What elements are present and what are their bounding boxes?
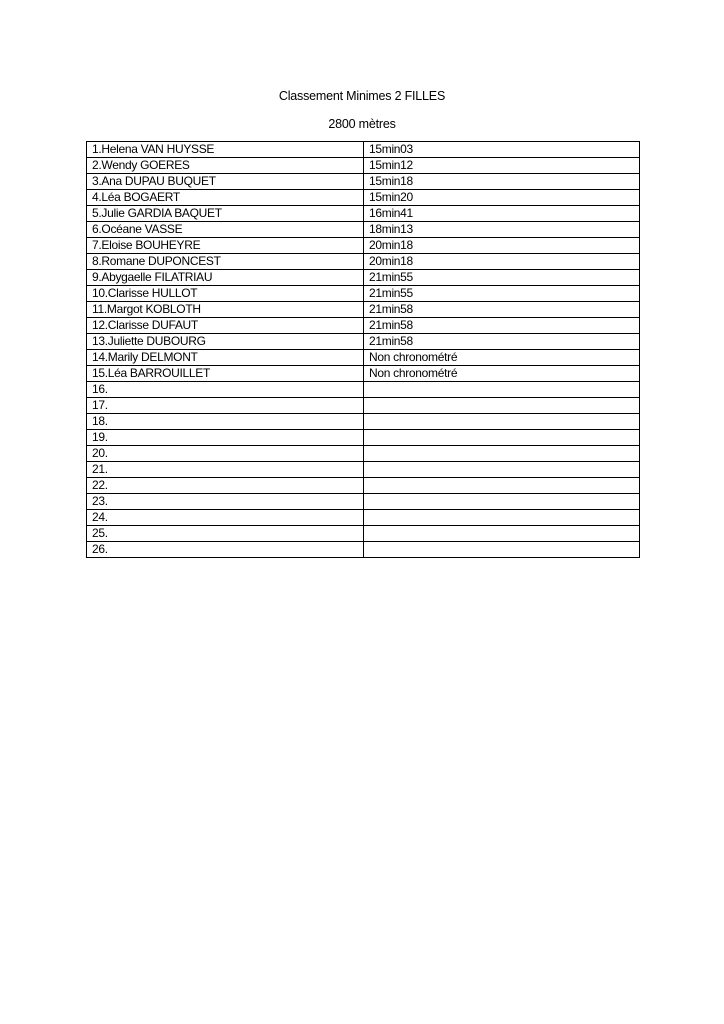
race-time-cell: [364, 414, 640, 430]
table-row: [87, 446, 640, 462]
race-time-cell: [364, 398, 640, 414]
athlete-name-cell: 26.: [87, 542, 364, 558]
race-time-cell: 21min58: [364, 318, 640, 334]
table-row: [87, 174, 640, 190]
table-row: [87, 206, 640, 222]
athlete-name-cell: 22.: [87, 478, 364, 494]
table-row: [87, 526, 640, 542]
table-row: [87, 478, 640, 494]
table-row: [87, 142, 640, 158]
athlete-name-cell: 10.Clarisse HULLOT: [87, 286, 364, 302]
table-row: [87, 366, 640, 382]
race-time-cell: 21min58: [364, 334, 640, 350]
race-time-cell: [364, 446, 640, 462]
athlete-name-cell: 23.: [87, 494, 364, 510]
table-row: [87, 382, 640, 398]
athlete-name-cell: 14.Marily DELMONT: [87, 350, 364, 366]
athlete-name-cell: 15.Léa BARROUILLET: [87, 366, 364, 382]
athlete-name-cell: 13.Juliette DUBOURG: [87, 334, 364, 350]
athlete-name-cell: 17.: [87, 398, 364, 414]
table-row: [87, 286, 640, 302]
table-row: [87, 190, 640, 206]
race-time-cell: [364, 526, 640, 542]
athlete-name-cell: 21.: [87, 462, 364, 478]
table-row: [87, 222, 640, 238]
athlete-name-cell: 19.: [87, 430, 364, 446]
race-time-cell: [364, 494, 640, 510]
race-time-cell: 21min58: [364, 302, 640, 318]
race-time-cell: Non chronométré: [364, 350, 640, 366]
table-row: [87, 494, 640, 510]
results-table: [86, 141, 640, 558]
table-row: [87, 318, 640, 334]
table-row: [87, 542, 640, 558]
table-row: [87, 238, 640, 254]
table-row: [87, 158, 640, 174]
race-time-cell: [364, 382, 640, 398]
athlete-name-cell: 5.Julie GARDIA BAQUET: [87, 206, 364, 222]
table-row: [87, 398, 640, 414]
table-row: [87, 350, 640, 366]
athlete-name-cell: 16.: [87, 382, 364, 398]
race-time-cell: 21min55: [364, 270, 640, 286]
race-time-cell: [364, 430, 640, 446]
race-time-cell: 21min55: [364, 286, 640, 302]
race-time-cell: [364, 462, 640, 478]
race-time-cell: [364, 510, 640, 526]
athlete-name-cell: 8.Romane DUPONCEST: [87, 254, 364, 270]
race-time-cell: 15min12: [364, 158, 640, 174]
race-time-cell: 20min18: [364, 238, 640, 254]
table-row: [87, 414, 640, 430]
table-row: [87, 462, 640, 478]
athlete-name-cell: 20.: [87, 446, 364, 462]
race-time-cell: [364, 542, 640, 558]
table-row: [87, 334, 640, 350]
athlete-name-cell: 9.Abygaelle FILATRIAU: [87, 270, 364, 286]
athlete-name-cell: 11.Margot KOBLOTH: [87, 302, 364, 318]
race-time-cell: 20min18: [364, 254, 640, 270]
athlete-name-cell: 3.Ana DUPAU BUQUET: [87, 174, 364, 190]
document-subtitle: 2800 mètres: [328, 117, 396, 131]
table-row: [87, 254, 640, 270]
race-time-cell: [364, 478, 640, 494]
athlete-name-cell: 12.Clarisse DUFAUT: [87, 318, 364, 334]
race-time-cell: Non chronométré: [364, 366, 640, 382]
athlete-name-cell: 6.Océane VASSE: [87, 222, 364, 238]
race-time-cell: 15min03: [364, 142, 640, 158]
athlete-name-cell: 7.Eloise BOUHEYRE: [87, 238, 364, 254]
race-time-cell: 16min41: [364, 206, 640, 222]
athlete-name-cell: 25.: [87, 526, 364, 542]
athlete-name-cell: 2.Wendy GOERES: [87, 158, 364, 174]
race-time-cell: 18min13: [364, 222, 640, 238]
race-time-cell: 15min20: [364, 190, 640, 206]
table-row: [87, 510, 640, 526]
table-row: [87, 302, 640, 318]
athlete-name-cell: 24.: [87, 510, 364, 526]
athlete-name-cell: 4.Léa BOGAERT: [87, 190, 364, 206]
table-row: [87, 270, 640, 286]
race-time-cell: 15min18: [364, 174, 640, 190]
athlete-name-cell: 1.Helena VAN HUYSSE: [87, 142, 364, 158]
results-table-body: [87, 142, 640, 558]
table-row: [87, 430, 640, 446]
document-title: Classement Minimes 2 FILLES: [278, 89, 446, 103]
athlete-name-cell: 18.: [87, 414, 364, 430]
